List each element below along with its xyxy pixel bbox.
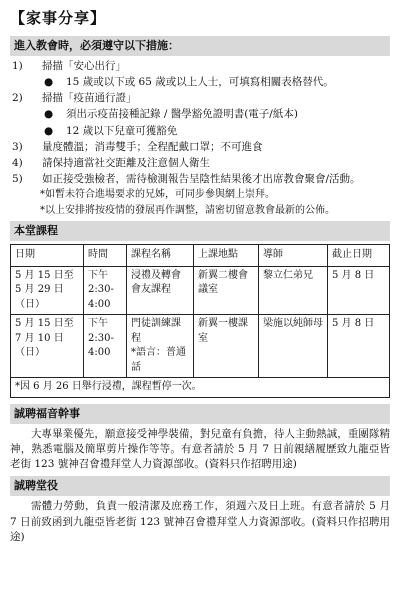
table-row	[11, 378, 390, 398]
course-name: 門徒訓練課程	[131, 318, 181, 344]
course-teacher: 黎立仁弟兄	[259, 266, 328, 315]
entry-measures-header: 進入教會時，必須遵守以下措施：	[10, 36, 390, 56]
measure-sub-item	[44, 124, 390, 139]
bullet-icon: ●	[44, 124, 54, 137]
bullet-icon: ●	[44, 75, 54, 88]
course-date: 5 月 15 日至 7 月 10 日（日）	[11, 315, 84, 378]
measure-sub-text: 15 歲或以下或 65 歲或以上人士，可填寫相關表格替代。	[66, 75, 334, 88]
column-header: 上課地點	[194, 245, 259, 267]
course-place: 新翼二樓會議室	[194, 266, 259, 315]
column-header: 日期	[11, 245, 84, 267]
measure-item-2	[10, 91, 390, 106]
course-deadline: 5 月 8 日	[328, 266, 390, 315]
courses-header: 本堂課程	[10, 221, 390, 241]
entry-note: *以上安排將按疫情的發展再作調整，請密切留意教會最新的公佈。	[40, 204, 335, 216]
course-footnote: *因 6 月 26 日舉行浸禮，課程暫停一次。	[11, 378, 390, 398]
hiring-worker-header: 誠聘堂役	[10, 476, 390, 496]
measure-item-3	[10, 140, 390, 155]
column-header: 課程名稱	[127, 245, 194, 267]
measure-text: 如正接受強檢者，需待檢測報告呈陰性結果後才出席教會聚會/活動。	[42, 173, 361, 186]
page-title: 【家事分享】	[10, 9, 107, 27]
measure-text: 請保持適當社交距離及注意個人衛生	[42, 157, 210, 169]
measure-item-1	[10, 59, 390, 74]
measure-text: 掃描「安心出行」	[42, 59, 126, 72]
course-deadline: 5 月 8 日	[328, 315, 390, 378]
measure-text: 量度體溫；消毒雙手；全程配戴口罩；不可進食	[42, 140, 263, 153]
table-row	[11, 315, 390, 378]
measure-number: 1)	[12, 59, 23, 72]
course-table	[10, 244, 390, 398]
measure-sub-text: 須出示疫苗接種記錄 / 醫學豁免證明書(電子/紙本)	[66, 108, 298, 121]
measure-sub-item	[44, 75, 390, 90]
hiring-evangelist-header: 誠聘福音幹事	[10, 404, 390, 424]
course-name-cell	[127, 315, 194, 378]
course-time: 下午 2:30-4:00	[84, 266, 127, 315]
measure-number: 3)	[12, 140, 23, 153]
hiring-evangelist-body: 大專畢業優先，願意接受神學裝備，對兒童有負擔，待人主動熱誠，重團隊精神，熟悉電腦及簡單剪片操作等等。有意者請於 5 月 7 日前親繕履歷致九龍亞皆老街 123 號神召會禮拜堂人力資源部收。(資料只作招聘用途)	[10, 427, 390, 471]
column-header: 導師	[259, 245, 328, 267]
course-language: *語言：普通話	[131, 347, 186, 373]
measure-item-5	[10, 172, 390, 187]
measure-text: 掃描「疫苗通行證」	[42, 92, 137, 105]
column-header: 截止日期	[328, 245, 390, 267]
course-teacher: 梁施以純師母	[259, 315, 328, 378]
table-row	[11, 266, 390, 315]
course-name: 浸禮及轉會會友課程	[127, 266, 194, 315]
course-table-header-row	[11, 245, 390, 267]
measure-sub-item	[44, 107, 390, 122]
measure-number: 2)	[12, 92, 23, 105]
entry-note: *如暫未符合進場要求的兄姊，可同步參與網上崇拜。	[40, 189, 275, 201]
column-header: 時間	[84, 245, 127, 267]
measure-item-4	[10, 156, 390, 171]
measure-sub-text: 12 歲以下兒童可獲豁免	[66, 124, 178, 137]
measure-number: 5)	[12, 173, 23, 186]
course-place: 新翼一樓課室	[194, 315, 259, 378]
hiring-worker-body: 需體力勞動，負責一般清潔及庶務工作，須週六及日上班。有意者請於 5 月 7 日前致函到九龍亞皆老街 123 號神召會禮拜堂人力資源部收。(資料只作招聘用途)	[10, 500, 390, 543]
bullet-icon: ●	[44, 108, 54, 121]
course-time: 下午 2:30-4:00	[84, 315, 127, 378]
measure-number: 4)	[12, 157, 23, 169]
course-date: 5 月 15 日至 5 月 29 日（日）	[11, 266, 84, 315]
